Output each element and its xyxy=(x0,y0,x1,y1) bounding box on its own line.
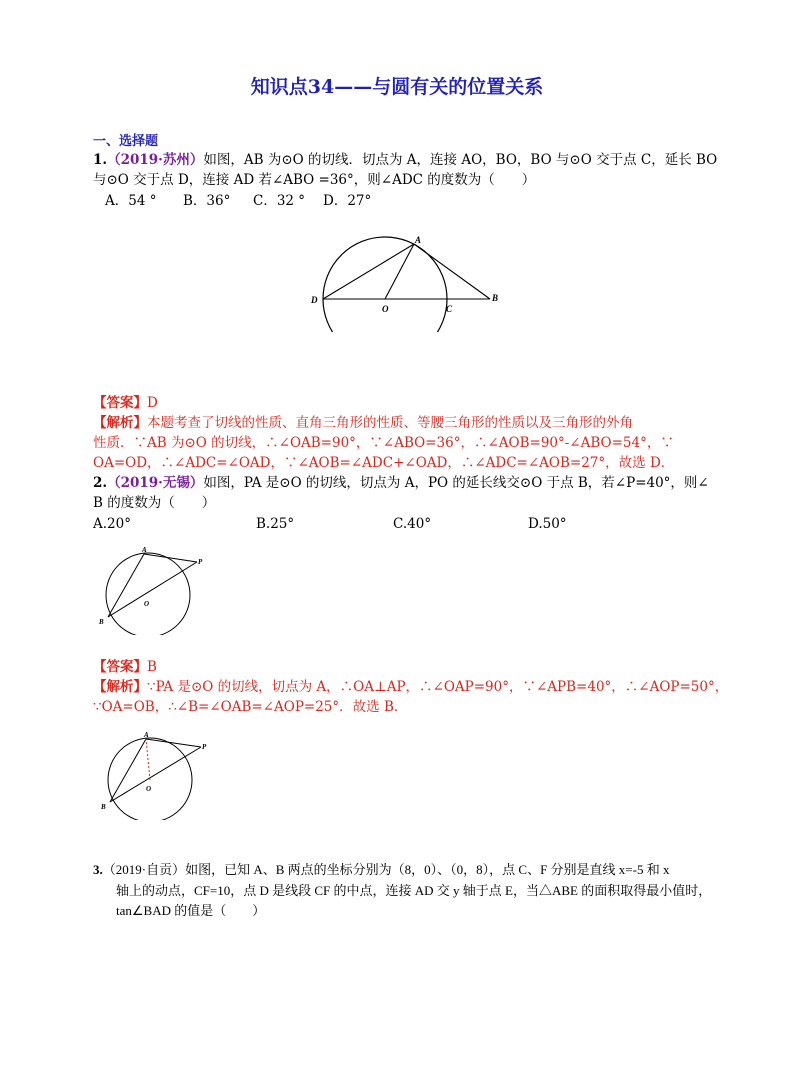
q2-line-ab xyxy=(108,554,144,617)
q1-line-ad xyxy=(323,244,414,299)
q3-stem-line-1 xyxy=(93,860,669,881)
q2-analysis-line-1 xyxy=(93,677,728,697)
q3-source: （2019·自贡） xyxy=(102,862,186,877)
q2s-label-a: A xyxy=(144,731,149,739)
q2-options xyxy=(93,514,567,534)
q1-label-b: B xyxy=(492,293,499,303)
q2s-label-b: B xyxy=(101,803,106,811)
q2-option-c: C.40° xyxy=(393,516,432,532)
q1-option-d: D．27° xyxy=(323,193,372,209)
q1-line-ab xyxy=(414,244,490,299)
q2-stem-line-2: B 的度数为（ ） xyxy=(93,495,216,511)
q2-solution-figure xyxy=(98,730,218,820)
q1-answer-tag: 【答案】 xyxy=(93,395,147,411)
q1-option-c: C．32 ° xyxy=(253,193,306,209)
q1-option-b: B．36° xyxy=(183,193,231,209)
q2-line-ap xyxy=(144,554,197,562)
q2-analysis-tag: 【解析】 xyxy=(93,679,147,695)
q1-analysis-line-3: OA=OD，∴∠ADC=∠OAD，∵∠AOB=∠ADC+∠OAD，∴∠ADC=∠AOB=27°，故选 D． xyxy=(93,455,675,471)
q2-label-a: A xyxy=(142,546,147,554)
q2-circle xyxy=(106,553,190,635)
q2s-line-ab xyxy=(110,739,146,802)
q2s-line-bp xyxy=(110,747,201,802)
q2s-label-o: O xyxy=(146,785,152,793)
q2-figure xyxy=(96,545,216,635)
q1-analysis-line-2: 性质．∵AB 为⊙O 的切线，∴∠OAB=90°，∵∠ABO=36°，∴∠AOB=90°-∠ABO=54°，∵ xyxy=(93,435,674,451)
q1-circle xyxy=(323,237,447,332)
q1-option-a: A．54 ° xyxy=(105,193,157,209)
q2-source: （2019·无锡） xyxy=(107,475,204,491)
q2-option-d: D.50° xyxy=(528,516,567,532)
q2s-line-ap xyxy=(146,739,201,747)
page-title: 知识点34——与圆有关的位置关系 xyxy=(250,76,544,98)
q3-text-1: 如图，已知 A、B 两点的坐标分别为（8，0）、（0，8），点 C、F 分别是直线 x=-5 和 x xyxy=(185,862,670,877)
q2-label-p: P xyxy=(198,558,203,566)
q2-analysis-line-2: ∵OA=OB，∴∠B=∠OAB=∠AOP=25°．故选 B． xyxy=(93,699,408,715)
q1-label-o: O xyxy=(382,304,389,314)
q1-analysis-tag: 【解析】 xyxy=(93,415,147,431)
q1-source: （2019·苏州） xyxy=(107,152,204,168)
q2-option-b: B.25° xyxy=(256,516,295,532)
q2-line-bp xyxy=(108,562,197,617)
q2-text-1: 如图，PA 是⊙O 的切线，切点为 A，PO 的延长线交⊙O 于点 B，若∠P=40°，则∠ xyxy=(203,475,709,491)
q3-stem-line-3: tan∠BAD 的值是（ ） xyxy=(116,903,266,918)
q1-label-a: A xyxy=(415,235,422,245)
q2-answer-line xyxy=(93,657,157,677)
q1-analysis-text-1: 本题考查了切线的性质、直角三角形的性质、等腰三角形的性质以及三角形的外角 xyxy=(147,415,633,431)
q1-answer: D xyxy=(147,395,158,411)
q2-answer: B xyxy=(147,659,157,675)
q1-stem-line-1 xyxy=(93,150,717,170)
q1-options xyxy=(105,191,371,211)
q2-analysis-text-1: ∵PA 是⊙O 的切线，切点为 A，∴OA⊥AP，∴∠OAP=90°，∵∠APB=40°，∴∠AOP=50°， xyxy=(147,679,729,695)
q1-analysis-line-1 xyxy=(93,413,633,433)
q2-number: 2. xyxy=(93,475,108,491)
q1-label-d: D xyxy=(311,295,318,305)
q2-stem-line-1 xyxy=(93,473,709,493)
q1-label-c: C xyxy=(446,304,453,314)
section-heading: 一、选择题 xyxy=(93,134,159,149)
q1-stem-line-2: 与⊙O 交于点 D，连接 AD 若∠ABO =36°，则∠ADC 的度数为（ ） xyxy=(93,172,536,188)
q1-text-1: 如图，AB 为⊙O 的切线．切点为 A，连接 AO，BO，BO 与⊙O 交于点 C，延长 BO xyxy=(203,152,718,168)
q2-label-b: B xyxy=(99,618,104,626)
q2-option-a: A.20° xyxy=(93,516,131,532)
q1-number: 1. xyxy=(93,152,108,168)
q2s-line-oa-dashed xyxy=(146,739,150,780)
q1-figure xyxy=(300,232,510,332)
q3-number: 3. xyxy=(93,862,103,877)
q3-stem-line-2: 轴上的动点，CF=10，点 D 是线段 CF 的中点，连接 AD 交 y 轴于点 E，当△ABE 的面积取得最小值时， xyxy=(116,883,712,898)
q1-answer-line xyxy=(93,393,158,413)
q2-label-o: O xyxy=(144,600,150,608)
q2-answer-tag: 【答案】 xyxy=(93,659,147,675)
q2s-label-p: P xyxy=(202,743,207,751)
